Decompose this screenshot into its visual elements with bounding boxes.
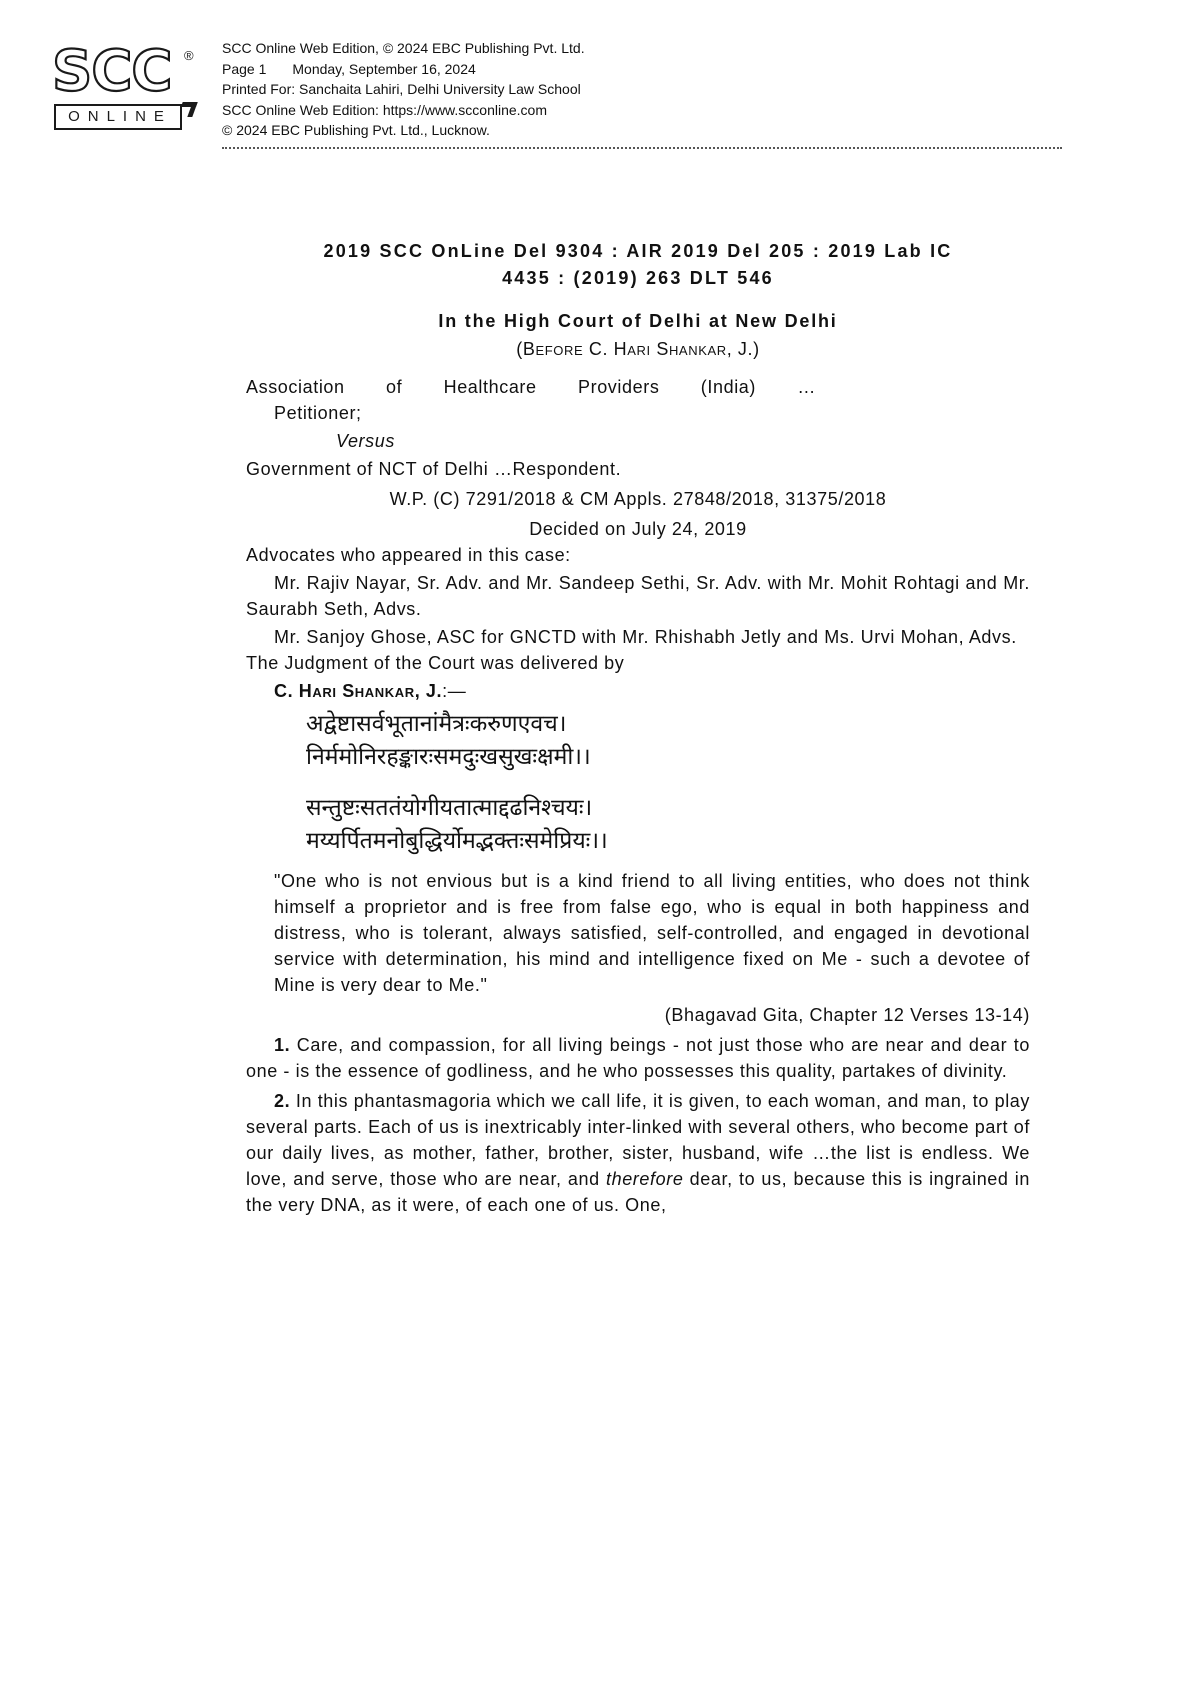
shloka-line-3: सन्तुष्टःसततंयोगीयतात्माद्दढनिश्चयः। xyxy=(306,795,593,821)
petitioner-word: (India) xyxy=(700,377,757,397)
paragraph-2 xyxy=(246,1088,1030,1218)
paragraph-1-number: 1. xyxy=(274,1035,291,1055)
print-header xyxy=(222,38,585,141)
header-copyright: © 2024 EBC Publishing Pvt. Ltd., Lucknow. xyxy=(222,122,490,138)
paragraph-1 xyxy=(246,1032,1030,1084)
court-name: In the High Court of Delhi at New Delhi xyxy=(438,311,838,331)
gita-translation: "One who is not envious but is a kind friend to all living entities, who does not think himself a proprietor and is free from false ego, who is equal in both happiness and distress, who is tolerant, always satisfied, self-controlled, and engaged in devotional service with determination, his mind and intelligence fixed on Me - such a devotee of Mine is very dear to Me." xyxy=(274,871,1030,995)
delivered-by: The Judgment of the Court was delivered by xyxy=(246,653,625,673)
quote-source: (Bhagavad Gita, Chapter 12 Verses 13-14) xyxy=(664,1005,1030,1025)
bench: (Before C. Hari Shankar, J.) xyxy=(516,339,760,359)
petitioner-role: Petitioner; xyxy=(274,403,362,423)
paragraph-2-emphasis: therefore xyxy=(605,1169,684,1189)
paragraph-2-text-b: dear, to us, because this is ingrained in the very DNA, as it were, of each one of us. One, xyxy=(246,1169,1030,1215)
case-number: W.P. (C) 7291/2018 & CM Appls. 27848/2018, 31375/2018 xyxy=(389,489,887,509)
advocates-respondent: Mr. Sanjoy Ghose, ASC for GNCTD with Mr. Rhishabh Jetly and Ms. Urvi Mohan, Advs. xyxy=(274,627,1017,647)
petitioner-line xyxy=(246,374,816,400)
scc-online-logo xyxy=(52,39,202,134)
shloka-line-2: निर्ममोनिरहङ्कारःसमदुःखसुखःक्षमी।। xyxy=(306,744,591,770)
petitioner-word: … xyxy=(797,377,816,397)
logo-online-text: ONLINE xyxy=(54,104,182,130)
paragraph-1-text: Care, and compassion, for all living beings - not just those who are near and dear to one - is the essence of godliness, and he who possesses this quality, partakes of divinity. xyxy=(246,1035,1030,1081)
shloka-line-4: मय्यर्पितमनोबुद्धिर्योमद्भक्तःसमेप्रियः।। xyxy=(306,828,608,854)
header-divider xyxy=(222,147,1062,149)
registered-mark: ® xyxy=(184,48,194,63)
citation-line-1: 2019 SCC OnLine Del 9304 : AIR 2019 Del 205 : 2019 Lab IC xyxy=(323,241,953,261)
shloka-line-1: अद्वेष्टासर्वभूतानांमैत्रःकरुणएवच। xyxy=(306,711,567,737)
logo-scc-text: SCC xyxy=(52,39,172,104)
judge-name: C. Hari Shankar, J. xyxy=(274,681,443,701)
judge-dash: :— xyxy=(442,681,467,701)
petitioner-word: Association xyxy=(246,377,345,397)
header-website: SCC Online Web Edition: https://www.scconline.com xyxy=(222,101,547,118)
decided-date: Decided on July 24, 2019 xyxy=(529,519,747,539)
header-printed-for: Printed For: Sanchaita Lahiri, Delhi University Law School xyxy=(222,81,581,97)
petitioner-word: of xyxy=(386,377,403,397)
advocates-heading: Advocates who appeared in this case: xyxy=(246,545,571,565)
citation-line-2: 4435 : (2019) 263 DLT 546 xyxy=(502,268,774,288)
advocates-petitioner: Mr. Rajiv Nayar, Sr. Adv. and Mr. Sandeep Sethi, Sr. Adv. with Mr. Mohit Rohtagi and Mr. Saurabh Seth, Advs. xyxy=(246,573,1030,619)
sanskrit-shloka xyxy=(246,708,1030,858)
header-page-line xyxy=(222,59,585,80)
paragraph-2-number: 2. xyxy=(274,1091,291,1111)
judge-line xyxy=(246,678,1030,704)
header-page: Page 1 xyxy=(222,60,267,77)
header-date: Monday, September 16, 2024 xyxy=(292,60,476,77)
header-edition: SCC Online Web Edition, © 2024 EBC Publishing Pvt. Ltd. xyxy=(222,40,585,56)
petitioner-word: Providers xyxy=(578,377,660,397)
petitioner-word: Healthcare xyxy=(443,377,537,397)
respondent-line: Government of NCT of Delhi …Respondent. xyxy=(246,459,622,479)
paragraph-2-text-a: In this phantasmagoria which we call life, it is given, to each woman, and man, to play several parts. Each of us is inextricably inter-linked with several others, who become part of our daily lives, as mother, father, brother, sister, husband, wife …the list is endless. We love, and serve, those who are near, and xyxy=(246,1091,1030,1189)
versus: Versus xyxy=(336,431,395,451)
judgment-body xyxy=(246,238,1030,1218)
